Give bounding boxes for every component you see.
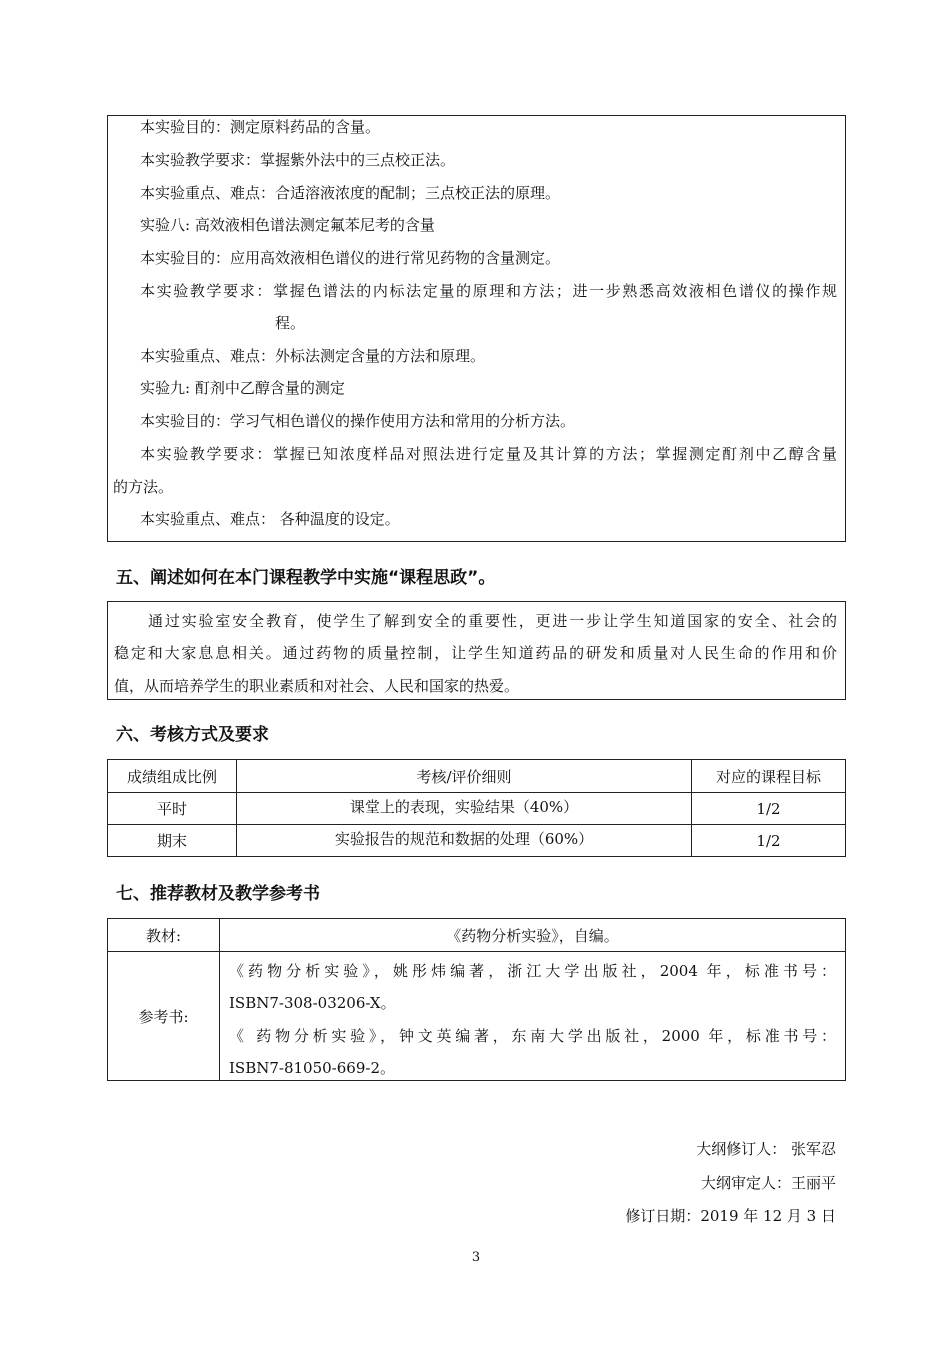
row2-goal: 1/2 [692,825,846,857]
exp-line-10: 本实验目的：学习气相色谱仪的操作使用方法和常用的分析方法。 [140,412,576,430]
table-row [108,793,846,825]
textbook-label: 教材: [108,919,220,952]
reference-line-2: ISBN7-308-03206-X。 [229,994,396,1012]
section6-heading: 六、考核方式及要求 [116,725,269,745]
section7-heading: 七、推荐教材及教学参考书 [116,884,320,904]
textbook-table [107,918,846,1081]
header-cell-goal: 对应的课程目标 [692,760,846,793]
assessment-table [107,759,846,857]
exp-line-8: 本实验重点、难点：外标法测定含量的方法和原理。 [140,347,486,365]
row2-ratio: 期末 [108,825,237,857]
exp-line-3: 本实验重点、难点：合适溶液浓度的配制；三点校正法的原理。 [140,184,561,202]
exp-line-1: 本实验目的：测定原料药品的含量。 [140,118,381,136]
reviewer-signature: 大纲审定人：王丽平 [700,1174,836,1192]
header-cell-rules: 考核/评价细则 [237,760,692,793]
exp-line-2: 本实验教学要求：掌握紫外法中的三点校正法。 [140,151,456,169]
reviser-signature: 大纲修订人： 张军忍 [696,1140,836,1158]
exp-line-4: 实验八: 高效液相色谱法测定氟苯尼考的含量 [140,216,435,234]
row1-ratio: 平时 [108,793,237,825]
textbook-row [108,919,846,952]
section5-line-3: 值，从而培养学生的职业素质和对社会、人民和国家的热爱。 [114,677,520,695]
row2-rules: 实验报告的规范和数据的处理（60%） [237,825,692,857]
section5-heading: 五、阐述如何在本门课程教学中实施“课程思政”。 [116,568,496,588]
page-number: 3 [471,1250,481,1265]
section5-line-2: 稳定和大家息息相关。通过药物的质量控制，让学生知道药品的研发和质量对人民生命的作用和价 [114,644,837,662]
row1-rules: 课堂上的表现，实验结果（40%） [237,793,692,825]
exp-line-5: 本实验目的：应用高效液相色谱仪的进行常见药物的含量测定。 [140,249,561,267]
exp-line-13: 本实验重点、难点： 各种温度的设定。 [140,510,400,528]
reference-line-4: ISBN7-81050-669-2。 [229,1059,395,1077]
table-row [108,825,846,857]
section5-line-1: 通过实验室安全教育，使学生了解到安全的重要性，更进一步让学生知道国家的安全、社会的 [148,612,837,630]
revision-date: 修订日期：2019 年 12 月 3 日 [625,1207,836,1225]
experiments-box [107,115,846,542]
exp-line-6: 本实验教学要求：掌握色谱法的内标法定量的原理和方法；进一步熟悉高效液相色谱仪的操作规 [140,282,837,300]
exp-line-11: 本实验教学要求：掌握已知浓度样品对照法进行定量及其计算的方法；掌握测定酊剂中乙醇含量 [140,445,837,463]
reference-line-1: 《药物分析实验》，姚彤炜编著，浙江大学出版社，2004 年，标准书号： [229,962,836,980]
header-cell-ratio: 成绩组成比例 [108,760,237,793]
reference-line-3: 《 药物分析实验》，钟文英编著，东南大学出版社，2000 年，标准书号： [229,1027,836,1045]
exp-line-9: 实验九: 酊剂中乙醇含量的测定 [140,379,345,397]
exp-line-7: 程。 [275,314,306,332]
row1-goal: 1/2 [692,793,846,825]
exp-line-12: 的方法。 [113,478,174,496]
reference-label: 参考书: [108,952,220,1081]
textbook-value: 《药物分析实验》，自编。 [220,919,846,952]
table-header-row [108,760,846,793]
